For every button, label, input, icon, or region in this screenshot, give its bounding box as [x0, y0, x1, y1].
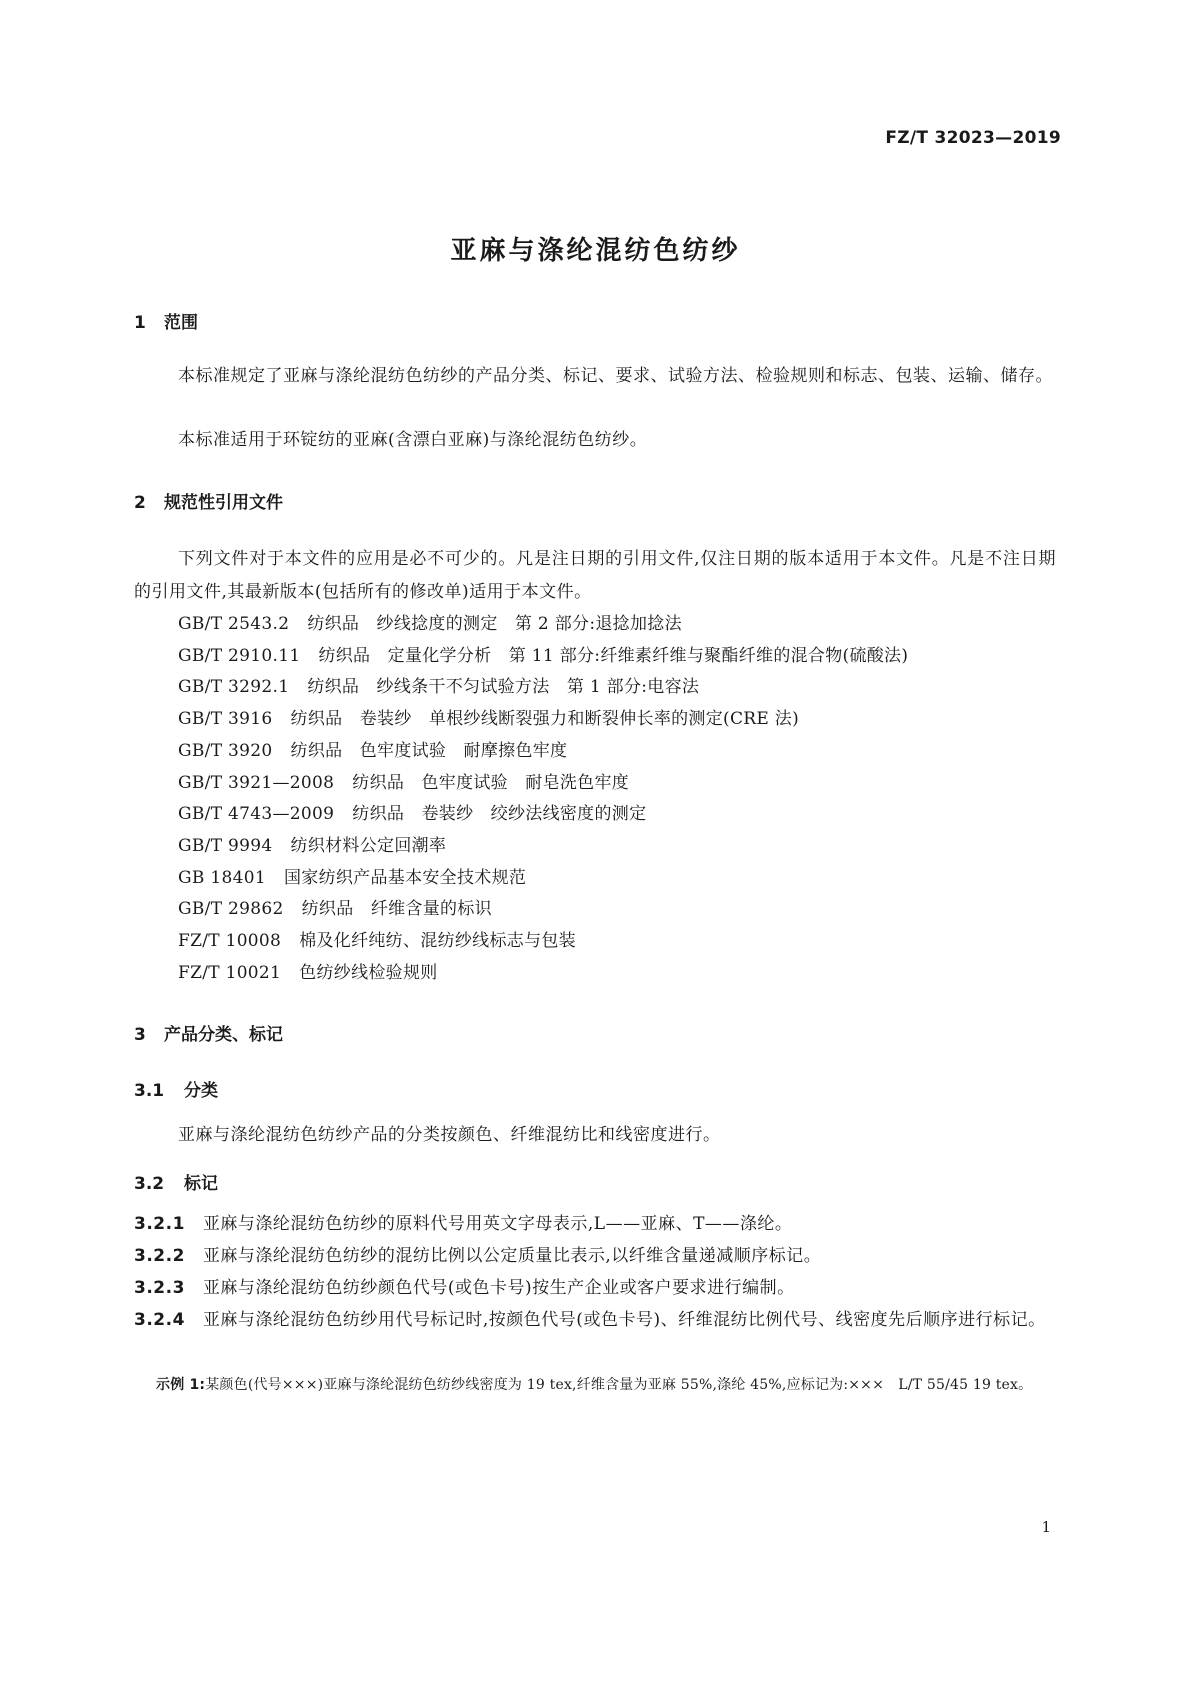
- section-number: 2: [134, 493, 146, 513]
- page-number: 1: [1041, 1518, 1051, 1536]
- document-title: 亚麻与涤纶混纺色纺纱: [450, 236, 741, 266]
- clause-3-2-3: [134, 1272, 1056, 1305]
- classification-paragraph: 亚麻与涤纶混纺色纺纱产品的分类按颜色、纤维混纺比和线密度进行。: [178, 1125, 721, 1145]
- reference-title: 纺织品 色牢度试验 耐摩擦色牢度: [290, 740, 568, 761]
- reference-title: 纺织品 色牢度试验 耐皂洗色牢度: [352, 772, 630, 793]
- section-3-heading: [134, 1020, 283, 1045]
- scope-paragraph-1: 本标准规定了亚麻与涤纶混纺色纺纱的产品分类、标记、要求、试验方法、检验规则和标志、包装、运输、储存。: [178, 366, 1053, 386]
- clause-text: 亚麻与涤纶混纺色纺纱用代号标记时,按颜色代号(或色卡号)、纤维混纺比例代号、线密度先后顺序进行标记。: [202, 1310, 1046, 1330]
- example-label: 示例 1:: [156, 1377, 206, 1393]
- reference-code: FZ/T 10008: [178, 931, 282, 951]
- reference-code: GB/T 29862: [178, 899, 284, 920]
- clause-3-2-4: [134, 1304, 1056, 1337]
- reference-code: GB 18401: [178, 867, 266, 888]
- clause-text: 亚麻与涤纶混纺色纺纱颜色代号(或色卡号)按生产企业或客户要求进行编制。: [202, 1278, 795, 1298]
- reference-item: [178, 641, 908, 666]
- example-1: [134, 1370, 1056, 1400]
- reference-code: GB/T 3292.1: [178, 677, 290, 698]
- section-number: 1: [134, 313, 146, 333]
- reference-title: 纺织品 纱线条干不匀试验方法 第 1 部分:电容法: [307, 677, 700, 698]
- section-2-heading: [134, 488, 283, 513]
- reference-title: 纺织品 纱线捻度的测定 第 2 部分:退捻加捻法: [307, 614, 682, 634]
- normative-intro: 下列文件对于本文件的应用是必不可少的。凡是注日期的引用文件,仅注日期的版本适用于本文件。凡是不注日期的引用文件,其最新版本(包括所有的修改单)适用于本文件。: [134, 549, 1056, 602]
- reference-item: [178, 926, 576, 951]
- scope-paragraph-2: 本标准适用于环锭纺的亚麻(含漂白亚麻)与涤纶混纺色纺纱。: [178, 430, 648, 450]
- reference-item: [178, 609, 682, 634]
- clause-text: 亚麻与涤纶混纺色纺纱的原料代号用英文字母表示,L——亚麻、T——涤纶。: [202, 1214, 793, 1234]
- reference-code: GB/T 4743—2009: [178, 804, 335, 825]
- section-3-1-heading: [134, 1076, 218, 1101]
- clause-number: 3.2.3: [134, 1278, 185, 1298]
- reference-item: [178, 672, 699, 697]
- section-number: 3.2: [134, 1174, 165, 1194]
- reference-title: 纺织品 卷装纱 单根纱线断裂强力和断裂伸长率的测定(CRE 法): [290, 709, 799, 730]
- clause-number: 3.2.4: [134, 1310, 185, 1330]
- reference-code: GB/T 3920: [178, 740, 273, 761]
- reference-code: GB/T 3916: [178, 709, 273, 730]
- reference-title: 纺织材料公定回潮率: [290, 835, 447, 856]
- reference-title: 纺织品 纤维含量的标识: [301, 899, 492, 920]
- section-title: 分类: [184, 1081, 218, 1101]
- reference-title: 国家纺织产品基本安全技术规范: [283, 867, 527, 888]
- section-title: 规范性引用文件: [164, 493, 283, 513]
- reference-title: 纺织品 卷装纱 绞纱法线密度的测定: [352, 804, 647, 825]
- reference-item: [178, 799, 646, 824]
- reference-code: GB/T 3921—2008: [178, 772, 335, 793]
- reference-title: 色纺纱线检验规则: [299, 962, 438, 983]
- reference-item: [178, 736, 567, 761]
- clause-number: 3.2.1: [134, 1214, 185, 1234]
- section-title: 产品分类、标记: [164, 1025, 283, 1045]
- clause-3-2-2: [134, 1240, 1056, 1273]
- reference-item: [178, 704, 799, 729]
- standard-code: FZ/T 32023—2019: [885, 128, 1061, 148]
- example-text: 某颜色(代号×××)亚麻与涤纶混纺色纺纱线密度为 19 tex,纤维含量为亚麻 55%,涤纶 45%,应标记为:××× L/T 55/45 19 tex。: [205, 1377, 1033, 1393]
- reference-code: FZ/T 10021: [178, 962, 282, 983]
- reference-item: [178, 831, 446, 856]
- reference-item: [178, 768, 629, 793]
- section-title: 标记: [184, 1174, 218, 1194]
- reference-title: 棉及化纤纯纺、混纺纱线标志与包装: [299, 931, 576, 951]
- reference-item: [178, 894, 492, 919]
- clause-3-2-1: [134, 1208, 1056, 1241]
- reference-code: GB/T 2543.2: [178, 614, 290, 634]
- section-3-2-heading: [134, 1169, 218, 1194]
- reference-code: GB/T 9994: [178, 835, 273, 856]
- reference-item: [178, 863, 526, 888]
- clause-number: 3.2.2: [134, 1246, 185, 1266]
- reference-title: 纺织品 定量化学分析 第 11 部分:纤维素纤维与聚酯纤维的混合物(硫酸法): [318, 645, 909, 666]
- section-number: 3: [134, 1025, 146, 1045]
- clause-text: 亚麻与涤纶混纺色纺纱的混纺比例以公定质量比表示,以纤维含量递减顺序标记。: [202, 1246, 822, 1266]
- reference-code: GB/T 2910.11: [178, 645, 301, 666]
- section-number: 3.1: [134, 1081, 165, 1101]
- section-title: 范围: [164, 313, 198, 333]
- reference-item: [178, 958, 438, 983]
- section-1-heading: [134, 308, 198, 333]
